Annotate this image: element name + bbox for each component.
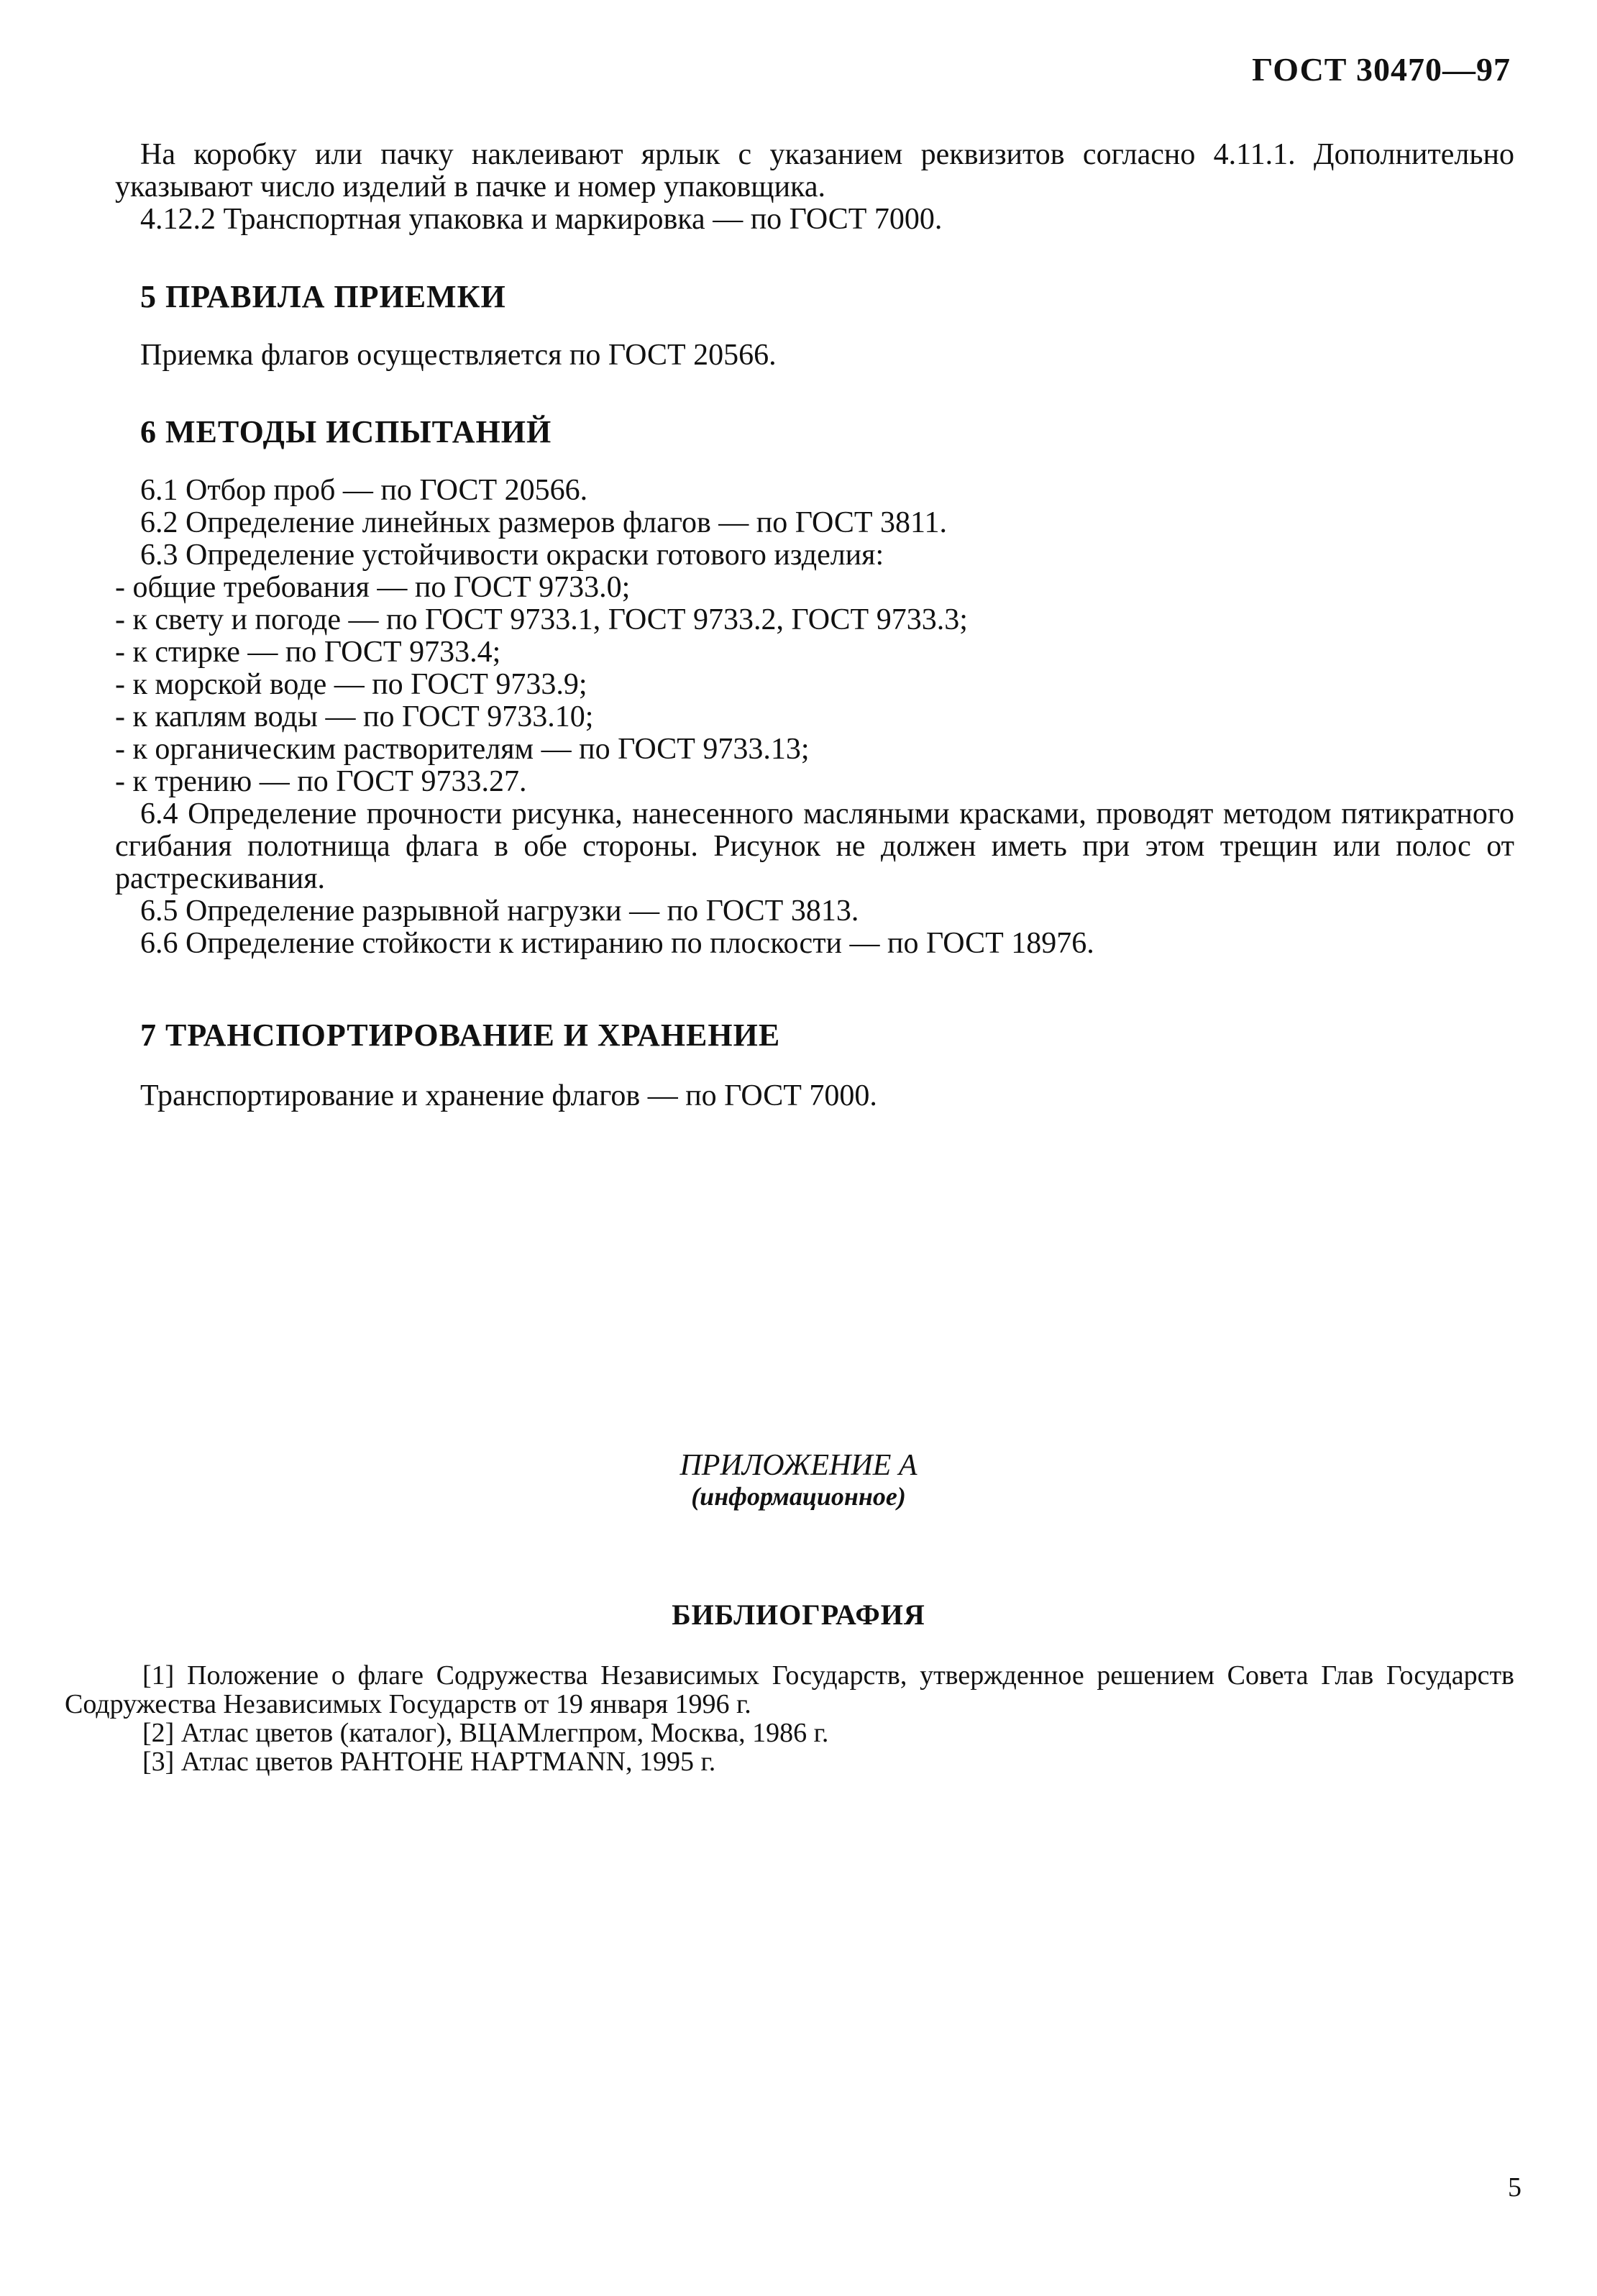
dash-item: - к трению — по ГОСТ 9733.27. <box>115 765 527 798</box>
bibliography-entry: [2] Атлас цветов (каталог), ВЦАМлегпром, Москва, 1986 г. <box>142 1718 829 1748</box>
clause-6-2: 6.2 Определение линейных размеров флагов — по ГОСТ 3811. <box>140 506 947 539</box>
section-7-text: Транспортирование и хранение флагов — по ГОСТ 7000. <box>140 1079 877 1112</box>
appendix-subtitle: (информационное) <box>691 1482 906 1511</box>
section-6-heading-wrap <box>115 416 1514 448</box>
intro-block <box>115 139 1514 236</box>
section-7-heading-wrap <box>115 1019 1514 1051</box>
section-5-text: Приемка флагов осуществляется по ГОСТ 20566. <box>140 339 777 372</box>
dash-item: - к морской воде — по ГОСТ 9733.9; <box>115 668 587 701</box>
intro-paragraph: На коробку или пачку наклеивают ярлык с указанием реквизитов согласно 4.11.1. Дополнительно указывают число изделий в пачке и номер упаковщика. <box>115 138 1514 203</box>
section-6-heading: 6 МЕТОДЫ ИСПЫТАНИЙ <box>140 414 552 449</box>
page-number: 5 <box>1508 2172 1522 2203</box>
section-5-heading: 5 ПРАВИЛА ПРИЕМКИ <box>140 279 506 314</box>
clause-6-4: 6.4 Определение прочности рисунка, нанесенного масляными красками, проводят методом пятикратного сгибания полотнища флага в обе стороны. Рисунок не должен иметь при этом трещин или полос от растрескивания. <box>115 797 1514 895</box>
clause-4-12-2: 4.12.2 Транспортная упаковка и маркировка — по ГОСТ 7000. <box>140 203 943 236</box>
section-7-body <box>115 1080 1514 1112</box>
dash-item: - к органическим растворителям — по ГОСТ 9733.13; <box>115 733 810 766</box>
section-7-heading: 7 ТРАНСПОРТИРОВАНИЕ И ХРАНЕНИЕ <box>140 1017 781 1053</box>
bibliography-entry: [1] Положение о флаге Содружества Независимых Государств, утвержденное решением Совета Глав Государств Содружества Независимых Государств от 19 января 1996 г. <box>65 1660 1514 1719</box>
clause-6-5: 6.5 Определение разрывной нагрузки — по ГОСТ 3813. <box>140 895 859 928</box>
appendix-title: ПРИЛОЖЕНИЕ А <box>679 1449 918 1482</box>
appendix-label <box>0 1449 1597 1511</box>
bibliography-title: БИБЛИОГРАФИЯ <box>672 1598 925 1631</box>
clause-6-6: 6.6 Определение стойкости к истиранию по плоскости — по ГОСТ 18976. <box>140 927 1094 960</box>
clause-6-3: 6.3 Определение устойчивости окраски готового изделия: <box>140 539 884 572</box>
bibliography-entry: [3] Атлас цветов РАНТОНЕ НАРТMANN, 1995 г. <box>142 1747 716 1777</box>
section-5-heading-wrap <box>115 280 1514 313</box>
dash-item: - к стирке — по ГОСТ 9733.4; <box>115 636 501 669</box>
bibliography-list <box>65 1661 1514 1776</box>
section-6-body <box>115 475 1514 960</box>
dash-item: - общие требования — по ГОСТ 9733.0; <box>115 571 631 604</box>
dash-item: - к свету и погоде — по ГОСТ 9733.1, ГОСТ 9733.2, ГОСТ 9733.3; <box>115 603 968 636</box>
clause-6-1: 6.1 Отбор проб — по ГОСТ 20566. <box>140 474 588 507</box>
dash-item: - к каплям воды — по ГОСТ 9733.10; <box>115 700 594 733</box>
document-header-code: ГОСТ 30470—97 <box>1252 51 1511 88</box>
section-5-body <box>115 339 1514 372</box>
